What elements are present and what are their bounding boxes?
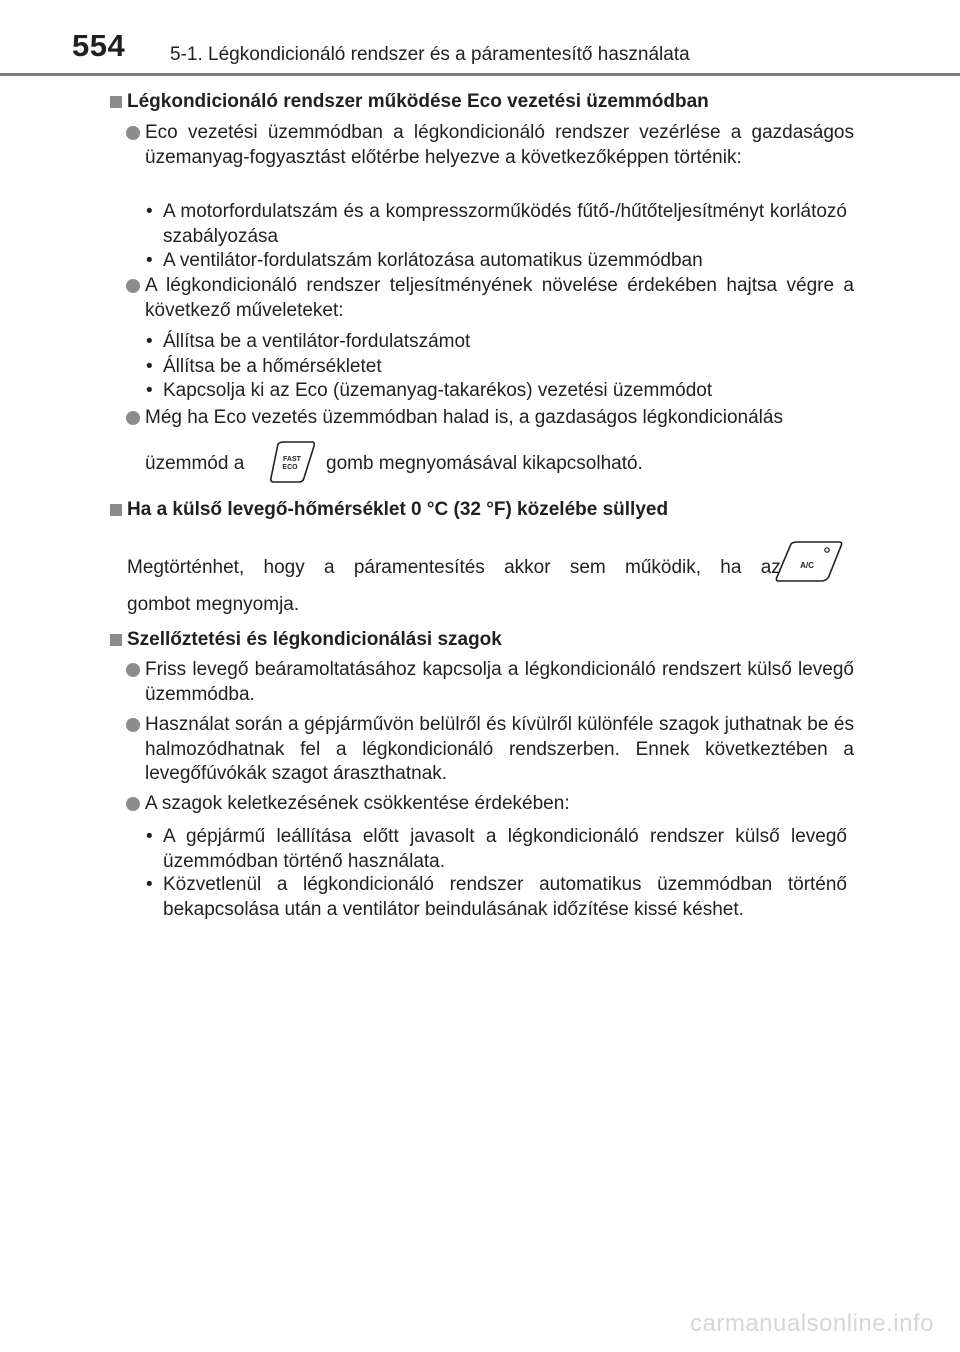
item-text-before-icon: üzemmód a xyxy=(145,453,245,474)
section-heading: Légkondicionáló rendszer működése Eco vezetési üzemmódban xyxy=(127,91,709,112)
svg-text:ECO: ECO xyxy=(282,464,298,471)
item-text-after-icon: gomb megnyomásával kikapcsolható. xyxy=(326,453,643,474)
section-marker xyxy=(110,504,122,516)
item-bullet-dot xyxy=(126,411,140,425)
item-text: Használat során a gépjárművön belülről és kívülről különféle szagok juthatnak be és halmozódhatnak fel a légkondicionáló rendszerben. Ennek következtében a levegőfúvókák szagot áraszthatnak. xyxy=(145,714,854,784)
section-marker xyxy=(110,96,122,108)
ac-button-icon xyxy=(773,540,847,584)
header-divider xyxy=(0,73,960,76)
sub-bullet-marker: • xyxy=(146,380,153,401)
section-heading: Ha a külső levegő-hőmérséklet 0 °C (32 °F) közelébe süllyed xyxy=(127,499,669,520)
sub-bullet-text: Állítsa be a hőmérsékletet xyxy=(163,356,382,377)
sub-bullet-text: A ventilátor-fordulatszám korlátozása automatikus üzemmódban xyxy=(163,250,703,271)
paragraph-after-icon: gombot megnyomja. xyxy=(127,594,300,615)
item-text: A szagok keletkezésének csökkentése érdekében: xyxy=(145,793,570,814)
fast-eco-button-icon xyxy=(268,440,318,484)
page-number: 554 xyxy=(72,28,126,63)
item-text: Friss levegő beáramoltatásához kapcsolja a légkondicionáló rendszert külső levegő üzemmódba. xyxy=(145,659,854,705)
item-bullet-dot xyxy=(126,279,140,293)
sub-bullet-marker: • xyxy=(146,250,153,271)
sub-bullet-text: A gépjármű leállítása előtt javasolt a légkondicionáló rendszer külső levegő üzemmódban történő használata. xyxy=(163,826,847,872)
sub-bullet-text: Közvetlenül a légkondicionáló rendszer automatikus üzemmódban történő bekapcsolása után a ventilátor beindulásának időzítése kissé késhet. xyxy=(163,874,847,920)
item-bullet-dot xyxy=(126,126,140,140)
sub-bullet-text: Kapcsolja ki az Eco (üzemanyag-takarékos) vezetési üzemmódot xyxy=(163,380,713,401)
sub-bullet-marker: • xyxy=(146,331,153,352)
sub-bullet-text: A motorfordulatszám és a kompresszorműködés fűtő-/hűtőteljesítményt korlátozó szabályozása xyxy=(163,201,847,247)
sub-bullet-text: Állítsa be a ventilátor-fordulatszámot xyxy=(163,331,471,352)
sub-bullet-marker: • xyxy=(146,874,153,895)
item-text: Még ha Eco vezetés üzemmódban halad is, a gazdaságos légkondicionálás xyxy=(145,407,783,428)
item-bullet-dot xyxy=(126,663,140,677)
sub-bullet-marker: • xyxy=(146,201,153,222)
section-heading: Szellőztetési és légkondicionálási szagok xyxy=(127,629,502,650)
page-header xyxy=(0,0,960,80)
item-text: A légkondicionáló rendszer teljesítményének növelése érdekében hajtsa végre a következő műveleteket: xyxy=(145,275,854,321)
sub-bullet-marker: • xyxy=(146,826,153,847)
svg-text:A/C: A/C xyxy=(800,561,814,570)
watermark: carmanualsonline.info xyxy=(690,1310,934,1337)
chapter-title: 5-1. Légkondicionáló rendszer és a páramentesítő használata xyxy=(170,44,690,65)
item-bullet-dot xyxy=(126,718,140,732)
item-text: Eco vezetési üzemmódban a légkondicionáló rendszer vezérlése a gazdaságos üzemanyag-fogyasztást előtérbe helyezve a következőképpen történik: xyxy=(145,122,854,168)
section-marker xyxy=(110,634,122,646)
paragraph-before-icon: Megtörténhet, hogy a páramentesítés akkor sem működik, ha az xyxy=(127,557,781,578)
sub-bullet-marker: • xyxy=(146,356,153,377)
svg-text:FAST: FAST xyxy=(283,456,301,463)
item-bullet-dot xyxy=(126,797,140,811)
